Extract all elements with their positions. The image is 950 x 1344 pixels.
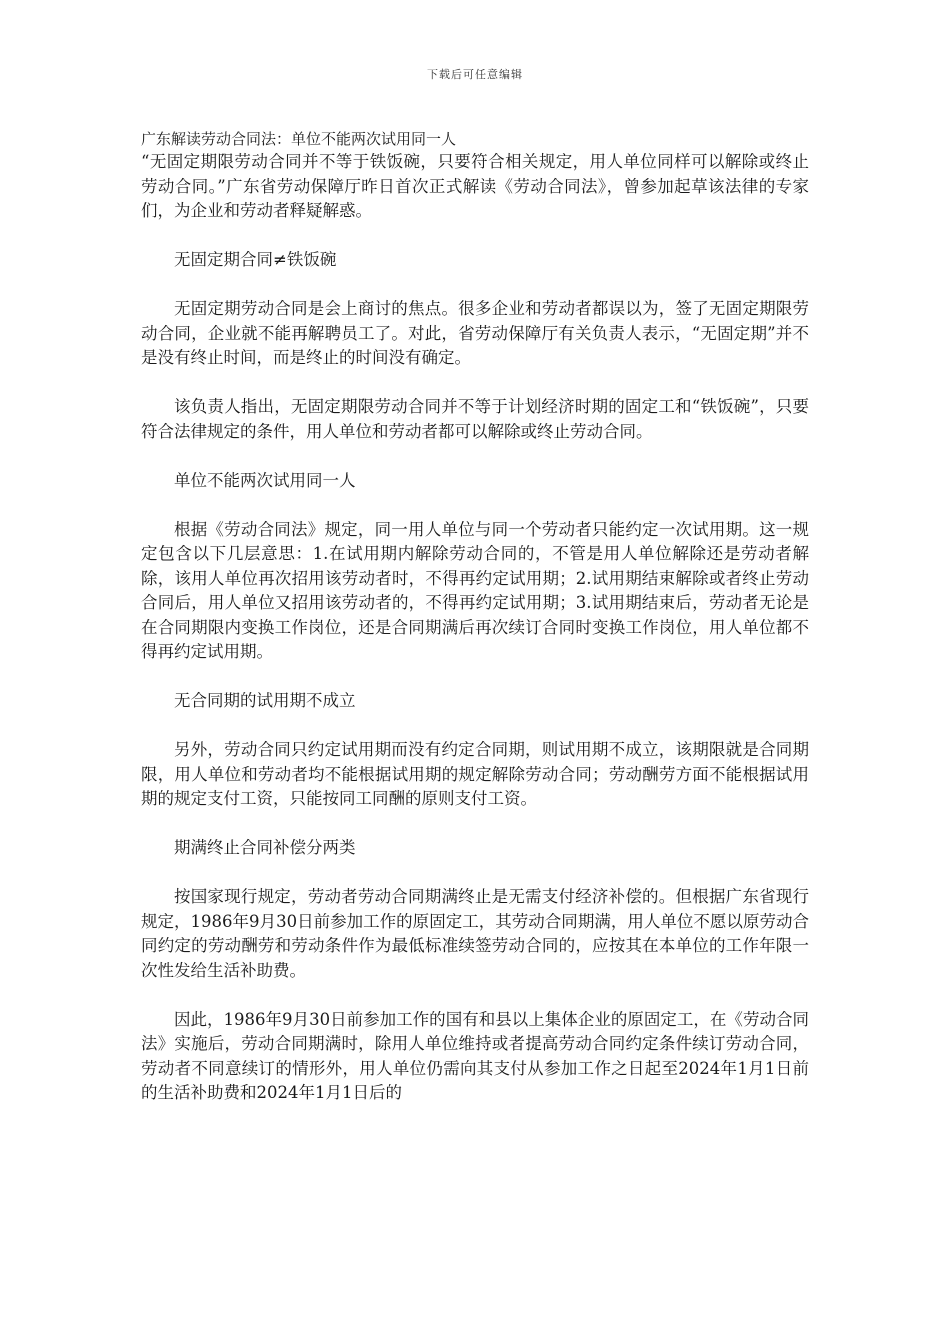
document-body — [141, 128, 809, 1106]
section-heading: 单位不能两次试用同一人 — [174, 470, 356, 490]
intro-paragraph: “无固定期限劳动合同并不等于铁饭碗，只要符合相关规定，用人单位同样可以解除或终止劳动合同。”广东省劳动保障厅昨日首次正式解读《劳动合同法》，曾参加起草该法律的专家们，为企业和劳动者释疑解惑。 — [141, 152, 809, 220]
section-heading: 期满终止合同补偿分两类 — [174, 838, 356, 857]
paragraph: 该负责人指出，无固定期限劳动合同并不等于计划经济时期的固定工和“铁饭碗”，只要符合法律规定的条件，用人单位和劳动者都可以解除或终止劳动合同。 — [141, 397, 809, 441]
page-header-note: 下载后可任意编辑 — [427, 68, 523, 81]
paragraph: 因此，1986年9月30日前参加工作的国有和县以上集体企业的原固定工，在《劳动合同法》实施后，劳动合同期满时，除用人单位维持或者提高劳动合同约定条件续订劳动合同，劳动者不同意续订的情形外，用人单位仍需向其支付从参加工作之日起至2024年1月1日前的生活补助费和2024年1月1日后的 — [141, 1009, 809, 1102]
document-title: 广东解读劳动合同法：单位不能两次试用同一人 — [141, 130, 457, 148]
paragraph: 按国家现行规定，劳动者劳动合同期满终止是无需支付经济补偿的。但根据广东省现行规定，1986年9月30日前参加工作的原固定工，其劳动合同期满，用人单位不愿以原劳动合同约定的劳动酬劳和劳动条件作为最低标准续签劳动合同的，应按其在本单位的工作年限一次性发给生活补助费。 — [141, 887, 809, 980]
paragraph: 根据《劳动合同法》规定，同一用人单位与同一个劳动者只能约定一次试用期。这一规定包含以下几层意思：1.在试用期内解除劳动合同的，不管是用人单位解除还是劳动者解除，该用人单位再次招用该劳动者时，不得再约定试用期；2.试用期结束解除或者终止劳动合同后，用人单位又招用该劳动者的，不得再约定试用期；3.试用期结束后，劳动者无论是在合同期限内变换工作岗位，还是合同期满后再次续订合同时变换工作岗位，用人单位都不得再约定试用期。 — [141, 519, 809, 661]
section-heading: 无固定期合同≠铁饭碗 — [174, 250, 337, 269]
paragraph: 无固定期劳动合同是会上商讨的焦点。很多企业和劳动者都误以为，签了无固定期限劳动合同，企业就不能再解聘员工了。对此，省劳动保障厅有关负责人表示，“无固定期”并不是没有终止时间，而是终止的时间没有确定。 — [141, 299, 809, 367]
paragraph: 另外，劳动合同只约定试用期而没有约定合同期，则试用期不成立，该期限就是合同期限，用人单位和劳动者均不能根据试用期的规定解除劳动合同；劳动酬劳方面不能根据试用期的规定支付工资，只能按同工同酬的原则支付工资。 — [141, 740, 809, 808]
section-heading: 无合同期的试用期不成立 — [174, 691, 356, 710]
